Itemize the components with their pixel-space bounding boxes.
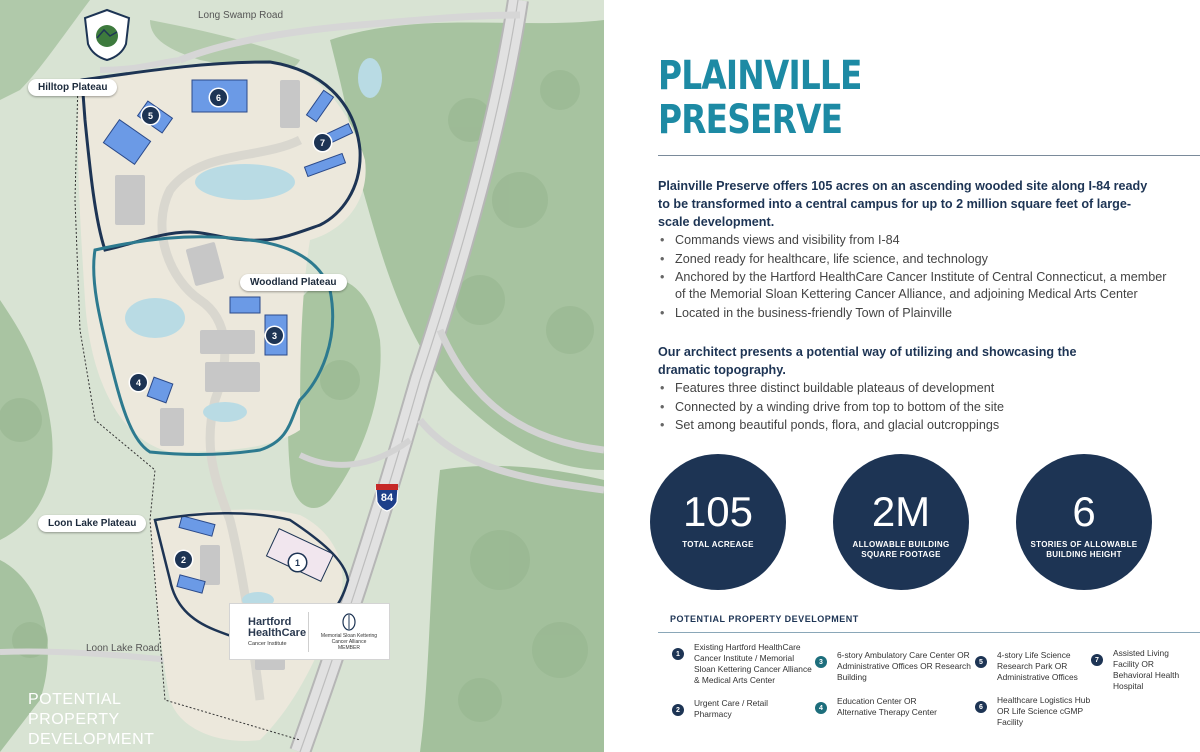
msk-alliance-logo <box>309 613 389 651</box>
legend-number: 1 <box>672 648 684 660</box>
legend-text: 6-story Ambulatory Care Center OR Administrative Offices OR Research Building <box>837 650 971 682</box>
legend-item-1 <box>672 642 812 686</box>
legend-number: 2 <box>672 704 684 716</box>
map-title <box>28 690 154 750</box>
new-england-trail-badge-icon <box>82 8 132 62</box>
map-title-line1: POTENTIAL <box>28 691 122 708</box>
list-item: • Features three distinct buildable plateaus of development <box>658 380 1178 397</box>
map-title-line3: DEVELOPMENT <box>28 731 155 748</box>
msk-logo-line3: MEMBER <box>338 644 360 651</box>
list-item: • Zoned ready for healthcare, life science, and technology <box>658 251 1178 268</box>
intro-paragraph: Plainville Preserve offers 105 acres on an ascending wooded site along I-84 ready to be transformed into a central campus for up to 2 million square feet of large-scale development. <box>658 179 1148 229</box>
stat-value: 105 <box>682 488 754 535</box>
legend-divider <box>658 632 1200 633</box>
hhc-logo-line1: Hartford <box>248 615 292 628</box>
page-title-line2: PRESERVE <box>658 97 843 143</box>
legend-text: Education Center OR Alternative Therapy Center <box>837 696 937 717</box>
page-title <box>658 54 862 142</box>
map-pin-1[interactable]: 1 <box>289 554 306 571</box>
msk-logo-line1: Memorial Sloan Kettering <box>320 632 378 639</box>
map-pin-3[interactable]: 3 <box>266 327 283 344</box>
legend-number: 3 <box>815 656 827 668</box>
feature-list <box>658 232 1178 323</box>
legend-text: 4-story Life Science Research Park OR Administrative Offices <box>997 650 1078 682</box>
list-item: • Connected by a winding drive from top to bottom of the site <box>658 399 1178 416</box>
plateau-label-hilltop: Hilltop Plateau <box>28 79 117 96</box>
interstate-84-shield <box>374 482 400 512</box>
list-item: • Located in the business-friendly Town of Plainville <box>658 305 1178 322</box>
stat-value: 6 <box>1072 488 1096 535</box>
hhc-logo-line3: Cancer Institute <box>248 640 287 647</box>
legend-item-5 <box>975 650 1097 683</box>
stat-label: STORIES OF ALLOWABLE BUILDING HEIGHT <box>1030 540 1138 559</box>
list-item: • Anchored by the Hartford HealthCare Cancer Institute of Central Connecticut, a member of the Memorial Sloan Kettering Cancer Alliance, and adjoining Medical Arts Center <box>658 269 1178 303</box>
map-pin-6[interactable]: 6 <box>210 89 227 106</box>
architect-list <box>658 380 1178 436</box>
hartford-healthcare-logo <box>230 617 308 647</box>
partner-logos <box>229 603 390 660</box>
hhc-logo-line2: HealthCare <box>248 626 307 639</box>
map-pin-5[interactable]: 5 <box>142 107 159 124</box>
legend-item-3 <box>815 650 975 683</box>
list-item: • Set among beautiful ponds, flora, and glacial outcroppings <box>658 417 1178 434</box>
msk-logo-line2: Cancer Alliance <box>331 638 367 645</box>
legend-number: 4 <box>815 702 827 714</box>
plateau-label-woodland: Woodland Plateau <box>240 274 347 291</box>
legend-title: POTENTIAL PROPERTY DEVELOPMENT <box>670 614 859 624</box>
stat-label: ALLOWABLE BUILDING SQUARE FOOTAGE <box>852 540 950 559</box>
legend-item-4 <box>815 696 945 718</box>
architect-subheading: Our architect presents a potential way of utilizing and showcasing the dramatic topography. <box>658 345 1077 377</box>
legend-number: 5 <box>975 656 987 668</box>
stat-value: 2M <box>871 488 931 535</box>
title-divider <box>658 155 1200 156</box>
map-pin-7[interactable]: 7 <box>314 134 331 151</box>
legend-text: Assisted Living Facility OR Behavioral Health Hospital <box>1113 648 1180 691</box>
map-pin-2[interactable]: 2 <box>175 551 192 568</box>
road-label-long-swamp: Long Swamp Road <box>198 10 284 21</box>
interstate-number: 84 <box>380 492 394 504</box>
legend-text: Existing Hartford HealthCare Cancer Institute / Memorial Sloan Kettering Cancer Alliance & Medical Arts Center <box>694 642 812 685</box>
legend-item-2 <box>672 698 802 720</box>
stat-circle-building-height <box>1016 454 1152 590</box>
legend-text: Urgent Care / Retail Pharmacy <box>694 698 769 719</box>
legend-number: 6 <box>975 701 987 713</box>
page-title-line1: PLAINVILLE <box>658 53 862 99</box>
map-pin-4[interactable]: 4 <box>130 374 147 391</box>
msk-emblem-icon <box>342 613 356 631</box>
legend-number: 7 <box>1091 654 1103 666</box>
stat-circle-acreage <box>650 454 786 590</box>
plateau-label-loon-lake: Loon Lake Plateau <box>38 515 146 532</box>
legend-text: Healthcare Logistics Hub OR Life Science cGMP Facility <box>997 695 1091 727</box>
road-label-loon-lake: Loon Lake Road <box>86 643 160 654</box>
legend-item-7 <box>1091 648 1195 692</box>
stat-label: TOTAL ACREAGE <box>682 540 754 549</box>
legend-item-6 <box>975 695 1097 728</box>
map-title-line2: PROPERTY <box>28 711 120 728</box>
list-item: • Commands views and visibility from I-84 <box>658 232 1178 249</box>
content-panel <box>604 0 1200 752</box>
stat-circle-square-footage <box>833 454 969 590</box>
